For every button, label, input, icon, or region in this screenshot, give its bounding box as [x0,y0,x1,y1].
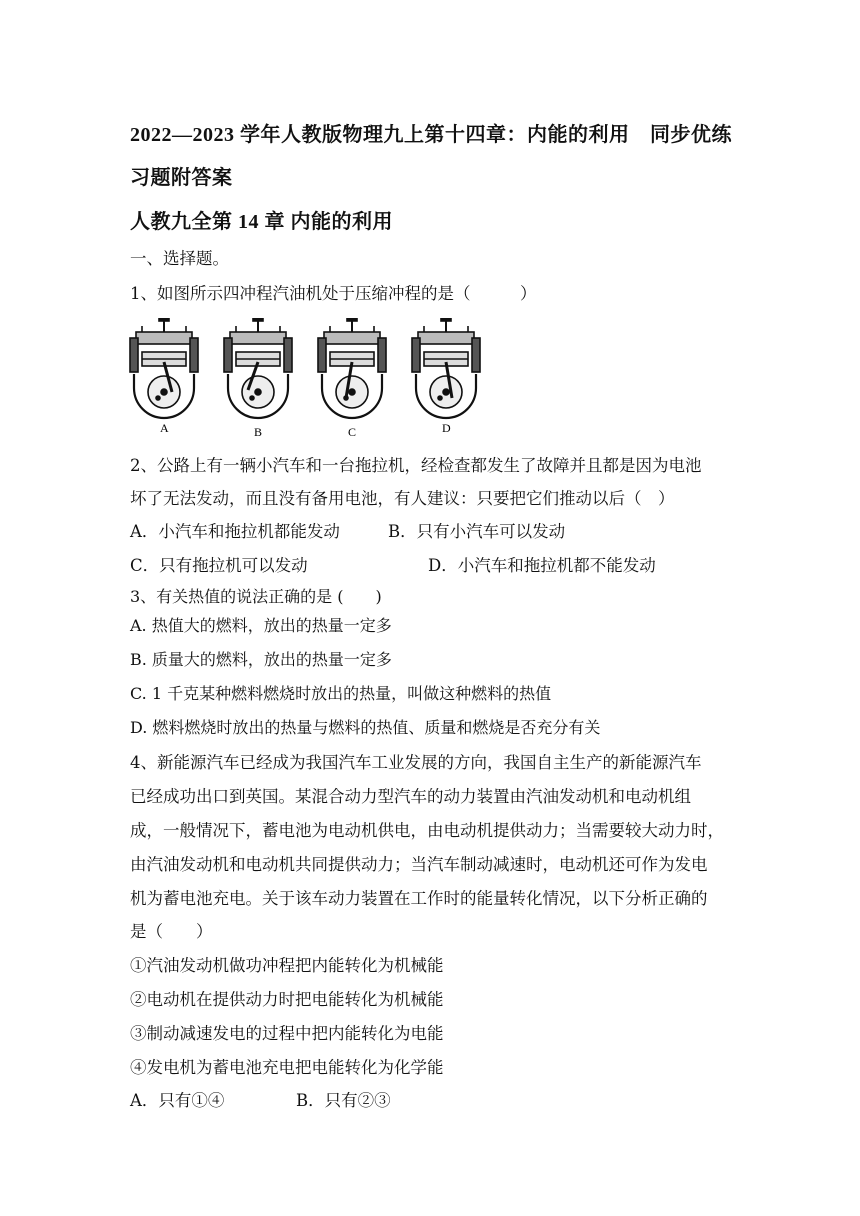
question-3-option-c: C. 1 千克某种燃料燃烧时放出的热量，叫做这种燃料的热值 [130,684,552,703]
figure-label-b: B [254,425,263,439]
question-3-option-a: A. 热值大的燃料，放出的热量一定多 [130,616,392,635]
question-4-option-a: A．只有①④ [130,1091,225,1110]
question-2-stem-line-2: 坏了无法发动，而且没有备用电池，有人建议：只要把它们推动以后（ ） [130,489,675,508]
question-4-line-1: 4、新能源汽车已经成为我国汽车工业发展的方向，我国自主生产的新能源汽车 [130,753,702,772]
engine-d-drawing [412,318,480,418]
section-heading: 一、选择题。 [130,249,229,268]
question-2-option-d: D．小汽车和拖拉机都不能发动 [428,556,656,575]
question-4-line-6: 是（ ） [130,922,213,941]
question-2-stem-line-1: 2、公路上有一辆小汽车和一台拖拉机，经检查都发生了故障并且都是因为电池 [130,456,702,475]
question-4-line-4: 由汽油发动机和电动机共同提供动力；当汽车制动减速时，电动机还可作为发电 [130,855,708,874]
engine-c-drawing [318,318,386,418]
question-3-option-b: B. 质量大的燃料，放出的热量一定多 [130,650,392,669]
question-4-option-b: B．只有②③ [296,1091,391,1110]
engine-stroke-figure [128,318,488,440]
question-4-line-5: 机为蓄电池充电。关于该车动力装置在工作时的能量转化情况，以下分析正确的 [130,889,708,908]
document-title-line-1: 2022—2023 学年人教版物理九上第十四章：内能的利用 同步优练 [130,124,732,146]
engine-b-drawing [224,318,292,418]
figure-label-a: A [160,421,169,435]
question-2-option-a: A．小汽车和拖拉机都能发动 [130,522,340,541]
question-4-line-2: 已经成功出口到英国。某混合动力型汽车的动力装置由汽油发动机和电动机组 [130,787,691,806]
engine-a-drawing [130,318,198,418]
figure-label-c: C [348,425,357,439]
question-4-statement-3: ③制动减速发电的过程中把内能转化为电能 [130,1024,444,1043]
question-3-stem: 3、有关热值的说法正确的是 ( ) [130,587,382,606]
question-4-statement-2: ②电动机在提供动力时把电能转化为机械能 [130,990,444,1009]
question-2-option-c: C．只有拖拉机可以发动 [130,556,308,575]
document-title-line-2: 习题附答案 [130,167,233,189]
question-3-option-d: D. 燃料燃烧时放出的热量与燃料的热值、质量和燃烧是否充分有关 [130,718,601,737]
chapter-subtitle: 人教九全第 14 章 内能的利用 [130,211,393,233]
question-2-option-b: B．只有小汽车可以发动 [388,522,566,541]
question-4-statement-4: ④发电机为蓄电池充电把电能转化为化学能 [130,1058,444,1077]
question-1-stem: 1、如图所示四冲程汽油机处于压缩冲程的是（ ） [130,284,537,303]
question-4-line-3: 成，一般情况下，蓄电池为电动机供电，由电动机提供动力；当需要较大动力时， [130,821,724,840]
question-4-statement-1: ①汽油发动机做功冲程把内能转化为机械能 [130,956,444,975]
figure-label-d: D [442,421,451,435]
